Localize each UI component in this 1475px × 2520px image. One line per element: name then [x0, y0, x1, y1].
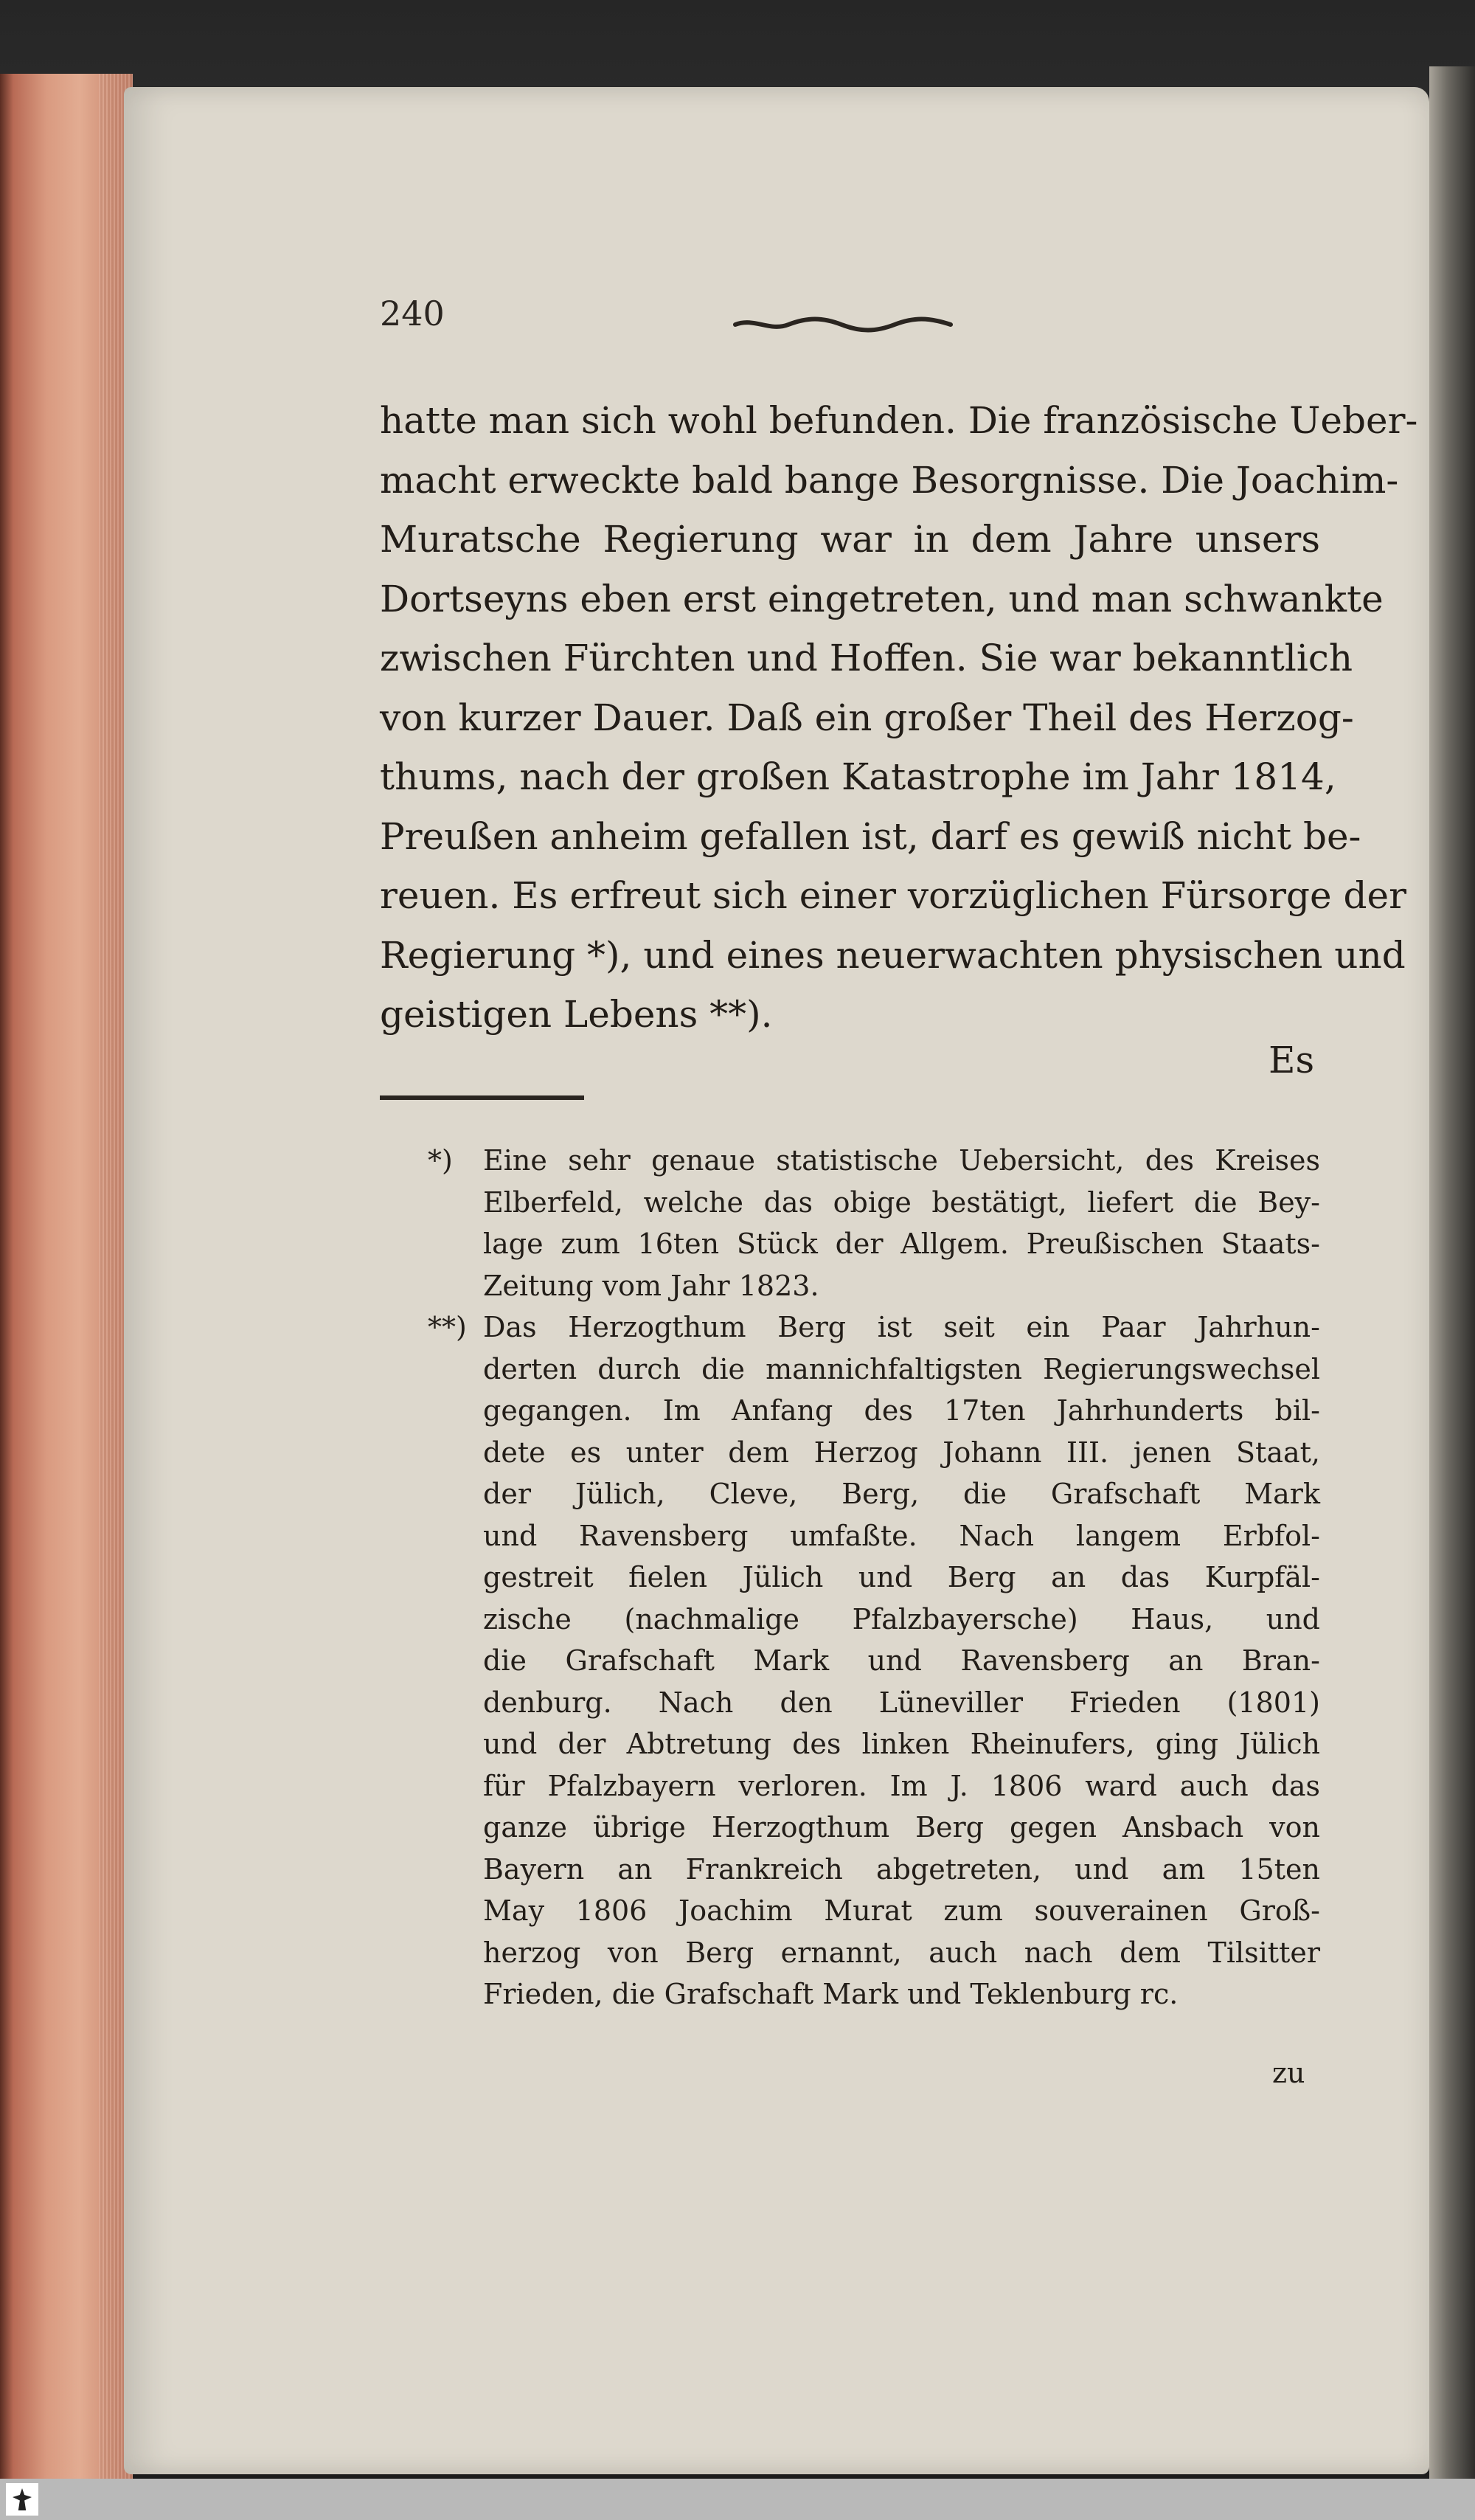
- footnote-line: der Jülich, Cleve, Berg, die Grafschaft Mark: [483, 1478, 1320, 1510]
- footnote-separator: [380, 1095, 584, 1100]
- book-page-edges: [0, 74, 133, 2479]
- text-line: Regierung *), und eines neuerwachten physischen und: [380, 933, 1406, 977]
- footnote-line: Bayern an Frankreich abgetreten, und am 15ten: [483, 1852, 1320, 1886]
- footnote-line: die Grafschaft Mark und Ravensberg an Bran-: [483, 1644, 1320, 1677]
- text-line: zwischen Fürchten und Hoffen. Sie war bekanntlich: [380, 637, 1353, 679]
- top-background: [0, 0, 1475, 96]
- footnote-marker: *): [428, 1144, 453, 1177]
- footnote: [428, 1140, 1320, 1306]
- footnote-line: dete es unter dem Herzog Johann III. jenen Staat,: [483, 1436, 1320, 1469]
- footnote-catchword: zu: [1272, 2057, 1305, 2089]
- footnote-line: herzog von Berg ernannt, auch nach dem Tilsitter: [483, 1936, 1320, 1969]
- bottom-bar: [0, 2479, 1475, 2520]
- footnote-line: Zeitung vom Jahr 1823.: [483, 1269, 819, 1302]
- footnote-line: lage zum 16ten Stück der Allgem. Preußischen Staats-: [483, 1228, 1320, 1260]
- logo-icon: [13, 2488, 32, 2510]
- text-line: reuen. Es erfreut sich einer vorzüglichen Fürsorge der: [380, 874, 1407, 917]
- book-binding-edge: [1429, 66, 1475, 2479]
- footnote-line: Eine sehr genaue statistische Uebersicht, des Kreises: [483, 1144, 1320, 1177]
- library-logo: [6, 2483, 38, 2516]
- footnote-line: zische (nachmalige Pfalzbayersche) Haus, und: [483, 1602, 1320, 1635]
- footnote-line: für Pfalzbayern verloren. Im J. 1806 ward auch das: [483, 1769, 1320, 1802]
- footnote-line: und Ravensberg umfaßte. Nach langem Erbfol-: [483, 1519, 1320, 1552]
- footnote-line: gestreit fielen Jülich und Berg an das Kurpfäl-: [483, 1561, 1320, 1593]
- text-line: von kurzer Dauer. Daß ein großer Theil des Herzog-: [380, 696, 1354, 739]
- page-number: 240: [380, 294, 445, 333]
- text-line: Muratsche Regierung war in dem Jahre unsers: [380, 518, 1320, 561]
- footnote-line: Elberfeld, welche das obige bestätigt, liefert die Bey-: [483, 1185, 1320, 1219]
- footnote-line: Frieden, die Grafschaft Mark und Teklenburg rc.: [483, 1978, 1179, 2010]
- footnote-line: May 1806 Joachim Murat zum souverainen Groß-: [483, 1894, 1320, 1927]
- text-line: macht erweckte bald bange Besorgnisse. Die Joachim-: [380, 458, 1399, 502]
- text-line: geistigen Lebens **).: [380, 993, 773, 1036]
- footnote-line: Das Herzogthum Berg ist seit ein Paar Jahrhun-: [483, 1311, 1320, 1343]
- ornament-rule-icon: [732, 316, 954, 333]
- text-line: hatte man sich wohl befunden. Die französische Ueber-: [380, 399, 1418, 442]
- footnotes: [428, 1140, 1320, 2015]
- footnote: [428, 1306, 1320, 2015]
- main-text: [380, 391, 1418, 1045]
- text-line: Preußen anheim gefallen ist, darf es gewiß nicht be-: [380, 814, 1361, 858]
- page-header: [380, 294, 1331, 345]
- footnote-line: gegangen. Im Anfang des 17ten Jahrhunderts bil-: [483, 1394, 1320, 1427]
- footnote-line: derten durch die mannichfaltigsten Regierungswechsel: [483, 1352, 1320, 1385]
- text-line: Dortseyns eben erst eingetreten, und man schwankte: [380, 577, 1384, 620]
- footnote-line: denburg. Nach den Lüneviller Frieden (1801): [483, 1686, 1320, 1719]
- text-line: thums, nach der großen Katastrophe im Jahr 1814,: [380, 755, 1336, 798]
- footnote-line: und der Abtretung des linken Rheinufers, ging Jülich: [483, 1728, 1320, 1760]
- footnote-line: ganze übrige Herzogthum Berg gegen Ansbach von: [483, 1811, 1320, 1844]
- footnote-marker: **): [428, 1311, 467, 1343]
- catchword: Es: [1268, 1039, 1315, 1081]
